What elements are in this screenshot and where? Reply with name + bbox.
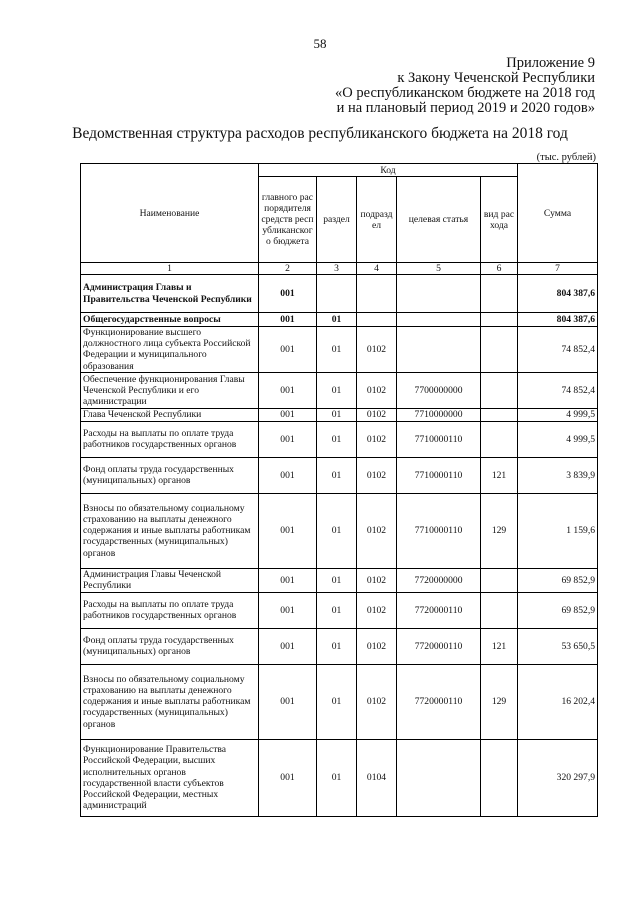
row-name: Фонд оплаты труда государственных (муниципальных) органов bbox=[81, 628, 259, 664]
row-podrazdel-code: 0102 bbox=[357, 457, 397, 493]
row-summa: 804 387,6 bbox=[518, 275, 598, 313]
row-celevaya-code: 7720000110 bbox=[397, 628, 481, 664]
row-celevaya-code: 7710000110 bbox=[397, 421, 481, 457]
row-vid-code bbox=[481, 592, 518, 628]
column-number: 7 bbox=[518, 263, 598, 275]
row-glava-code: 001 bbox=[259, 313, 317, 327]
appendix-line: «О республиканском бюджете на 2018 год bbox=[335, 85, 595, 101]
row-summa: 1 159,6 bbox=[518, 493, 598, 568]
budget-rows bbox=[81, 275, 598, 817]
table-row bbox=[81, 327, 598, 373]
column-number: 4 bbox=[357, 263, 397, 275]
row-summa: 320 297,9 bbox=[518, 739, 598, 816]
row-summa: 16 202,4 bbox=[518, 664, 598, 739]
budget-table bbox=[80, 163, 598, 817]
table-row bbox=[81, 457, 598, 493]
row-vid-code bbox=[481, 568, 518, 592]
table-row bbox=[81, 592, 598, 628]
appendix-header bbox=[335, 56, 595, 116]
table-row bbox=[81, 372, 598, 408]
row-razdel-code: 01 bbox=[317, 421, 357, 457]
row-podrazdel-code: 0102 bbox=[357, 592, 397, 628]
row-vid-code: 121 bbox=[481, 457, 518, 493]
row-glava-code: 001 bbox=[259, 372, 317, 408]
table-row bbox=[81, 664, 598, 739]
header-code-group: Код bbox=[259, 164, 518, 177]
row-podrazdel-code: 0102 bbox=[357, 327, 397, 373]
header-podrazdel: подраздел bbox=[357, 177, 397, 263]
row-razdel-code: 01 bbox=[317, 408, 357, 421]
row-podrazdel-code: 0102 bbox=[357, 421, 397, 457]
table-row bbox=[81, 421, 598, 457]
column-numbers-row bbox=[81, 263, 598, 275]
row-celevaya-code: 7720000000 bbox=[397, 568, 481, 592]
row-name: Фонд оплаты труда государственных (муниципальных) органов bbox=[81, 457, 259, 493]
appendix-line: к Закону Чеченской Республики bbox=[397, 70, 595, 86]
row-razdel-code: 01 bbox=[317, 327, 357, 373]
row-name: Расходы на выплаты по оплате труда работников государственных органов bbox=[81, 421, 259, 457]
column-number: 2 bbox=[259, 263, 317, 275]
row-glava-code: 001 bbox=[259, 664, 317, 739]
row-glava-code: 001 bbox=[259, 327, 317, 373]
header-glava: главного распорядителя средств республиканского бюджета bbox=[259, 177, 317, 263]
row-name: Функционирование высшего должностного лица субъекта Российской Федерации и муниципального образования bbox=[81, 327, 259, 373]
row-glava-code: 001 bbox=[259, 628, 317, 664]
row-glava-code: 001 bbox=[259, 568, 317, 592]
row-celevaya-code bbox=[397, 739, 481, 816]
row-podrazdel-code: 0102 bbox=[357, 372, 397, 408]
row-name: Функционирование Правительства Российской Федерации, высших исполнительных органов государственной власти субъектов Российской Федерации, местных администраций bbox=[81, 739, 259, 816]
row-vid-code bbox=[481, 372, 518, 408]
row-glava-code: 001 bbox=[259, 592, 317, 628]
row-vid-code bbox=[481, 275, 518, 313]
appendix-line: и на плановый период 2019 и 2020 годов» bbox=[336, 100, 595, 116]
column-number: 1 bbox=[81, 263, 259, 275]
row-celevaya-code: 7710000000 bbox=[397, 408, 481, 421]
header-celevaya: целевая статья bbox=[397, 177, 481, 263]
row-glava-code: 001 bbox=[259, 421, 317, 457]
row-vid-code bbox=[481, 739, 518, 816]
column-number: 5 bbox=[397, 263, 481, 275]
row-podrazdel-code bbox=[357, 313, 397, 327]
row-podrazdel-code: 0102 bbox=[357, 568, 397, 592]
row-razdel-code: 01 bbox=[317, 313, 357, 327]
row-name: Взносы по обязательному социальному страхованию на выплаты денежного содержания и иные выплаты работникам государственных (муниципальных) органов bbox=[81, 664, 259, 739]
row-glava-code: 001 bbox=[259, 493, 317, 568]
row-summa: 69 852,9 bbox=[518, 568, 598, 592]
table-row bbox=[81, 408, 598, 421]
row-vid-code bbox=[481, 408, 518, 421]
column-number: 6 bbox=[481, 263, 518, 275]
row-celevaya-code: 7720000110 bbox=[397, 592, 481, 628]
row-summa: 74 852,4 bbox=[518, 372, 598, 408]
row-razdel-code: 01 bbox=[317, 372, 357, 408]
row-name: Обеспечение функционирования Главы Чеченской Республики и его администрации bbox=[81, 372, 259, 408]
appendix-line: Приложение 9 bbox=[506, 55, 595, 71]
page-number: 58 bbox=[313, 36, 327, 51]
row-summa: 3 839,9 bbox=[518, 457, 598, 493]
row-vid-code bbox=[481, 421, 518, 457]
header-vid: вид расхода bbox=[481, 177, 518, 263]
row-podrazdel-code: 0102 bbox=[357, 408, 397, 421]
table-row bbox=[81, 275, 598, 313]
row-summa: 4 999,5 bbox=[518, 421, 598, 457]
row-summa: 804 387,6 bbox=[518, 313, 598, 327]
row-name: Взносы по обязательному социальному страхованию на выплаты денежного содержания и иные выплаты работникам государственных (муниципальных) органов bbox=[81, 493, 259, 568]
row-razdel-code: 01 bbox=[317, 739, 357, 816]
column-number: 3 bbox=[317, 263, 357, 275]
row-glava-code: 001 bbox=[259, 408, 317, 421]
row-vid-code bbox=[481, 327, 518, 373]
row-summa: 69 852,9 bbox=[518, 592, 598, 628]
row-vid-code: 129 bbox=[481, 493, 518, 568]
row-celevaya-code bbox=[397, 313, 481, 327]
row-vid-code: 121 bbox=[481, 628, 518, 664]
document-title: Ведомственная структура расходов республиканского бюджета на 2018 год bbox=[72, 125, 568, 142]
row-celevaya-code bbox=[397, 275, 481, 313]
row-summa: 74 852,4 bbox=[518, 327, 598, 373]
row-celevaya-code: 7710000110 bbox=[397, 493, 481, 568]
table-row bbox=[81, 628, 598, 664]
row-razdel-code: 01 bbox=[317, 628, 357, 664]
row-celevaya-code: 7710000110 bbox=[397, 457, 481, 493]
table-row bbox=[81, 568, 598, 592]
row-celevaya-code bbox=[397, 327, 481, 373]
row-razdel-code: 01 bbox=[317, 568, 357, 592]
table-row bbox=[81, 739, 598, 816]
header-name: Наименование bbox=[81, 164, 259, 263]
row-razdel-code: 01 bbox=[317, 493, 357, 568]
row-celevaya-code: 7720000110 bbox=[397, 664, 481, 739]
row-razdel-code bbox=[317, 275, 357, 313]
row-glava-code: 001 bbox=[259, 739, 317, 816]
row-vid-code bbox=[481, 313, 518, 327]
row-razdel-code: 01 bbox=[317, 664, 357, 739]
table-row bbox=[81, 313, 598, 327]
row-podrazdel-code bbox=[357, 275, 397, 313]
row-glava-code: 001 bbox=[259, 457, 317, 493]
header-summa: Сумма bbox=[518, 164, 598, 263]
row-celevaya-code: 7700000000 bbox=[397, 372, 481, 408]
row-summa: 4 999,5 bbox=[518, 408, 598, 421]
row-podrazdel-code: 0102 bbox=[357, 664, 397, 739]
row-vid-code: 129 bbox=[481, 664, 518, 739]
row-podrazdel-code: 0102 bbox=[357, 493, 397, 568]
row-podrazdel-code: 0102 bbox=[357, 628, 397, 664]
row-razdel-code: 01 bbox=[317, 592, 357, 628]
row-name: Администрация Главы Чеченской Республики bbox=[81, 568, 259, 592]
header-razdel: раздел bbox=[317, 177, 357, 263]
units-label: (тыс. рублей) bbox=[536, 152, 596, 163]
row-name: Общегосударственные вопросы bbox=[81, 313, 259, 327]
table-row bbox=[81, 493, 598, 568]
row-razdel-code: 01 bbox=[317, 457, 357, 493]
row-glava-code: 001 bbox=[259, 275, 317, 313]
row-summa: 53 650,5 bbox=[518, 628, 598, 664]
row-name: Администрация Главы и Правительства Чеченской Республики bbox=[81, 275, 259, 313]
row-name: Глава Чеченской Республики bbox=[81, 408, 259, 421]
row-podrazdel-code: 0104 bbox=[357, 739, 397, 816]
row-name: Расходы на выплаты по оплате труда работников государственных органов bbox=[81, 592, 259, 628]
